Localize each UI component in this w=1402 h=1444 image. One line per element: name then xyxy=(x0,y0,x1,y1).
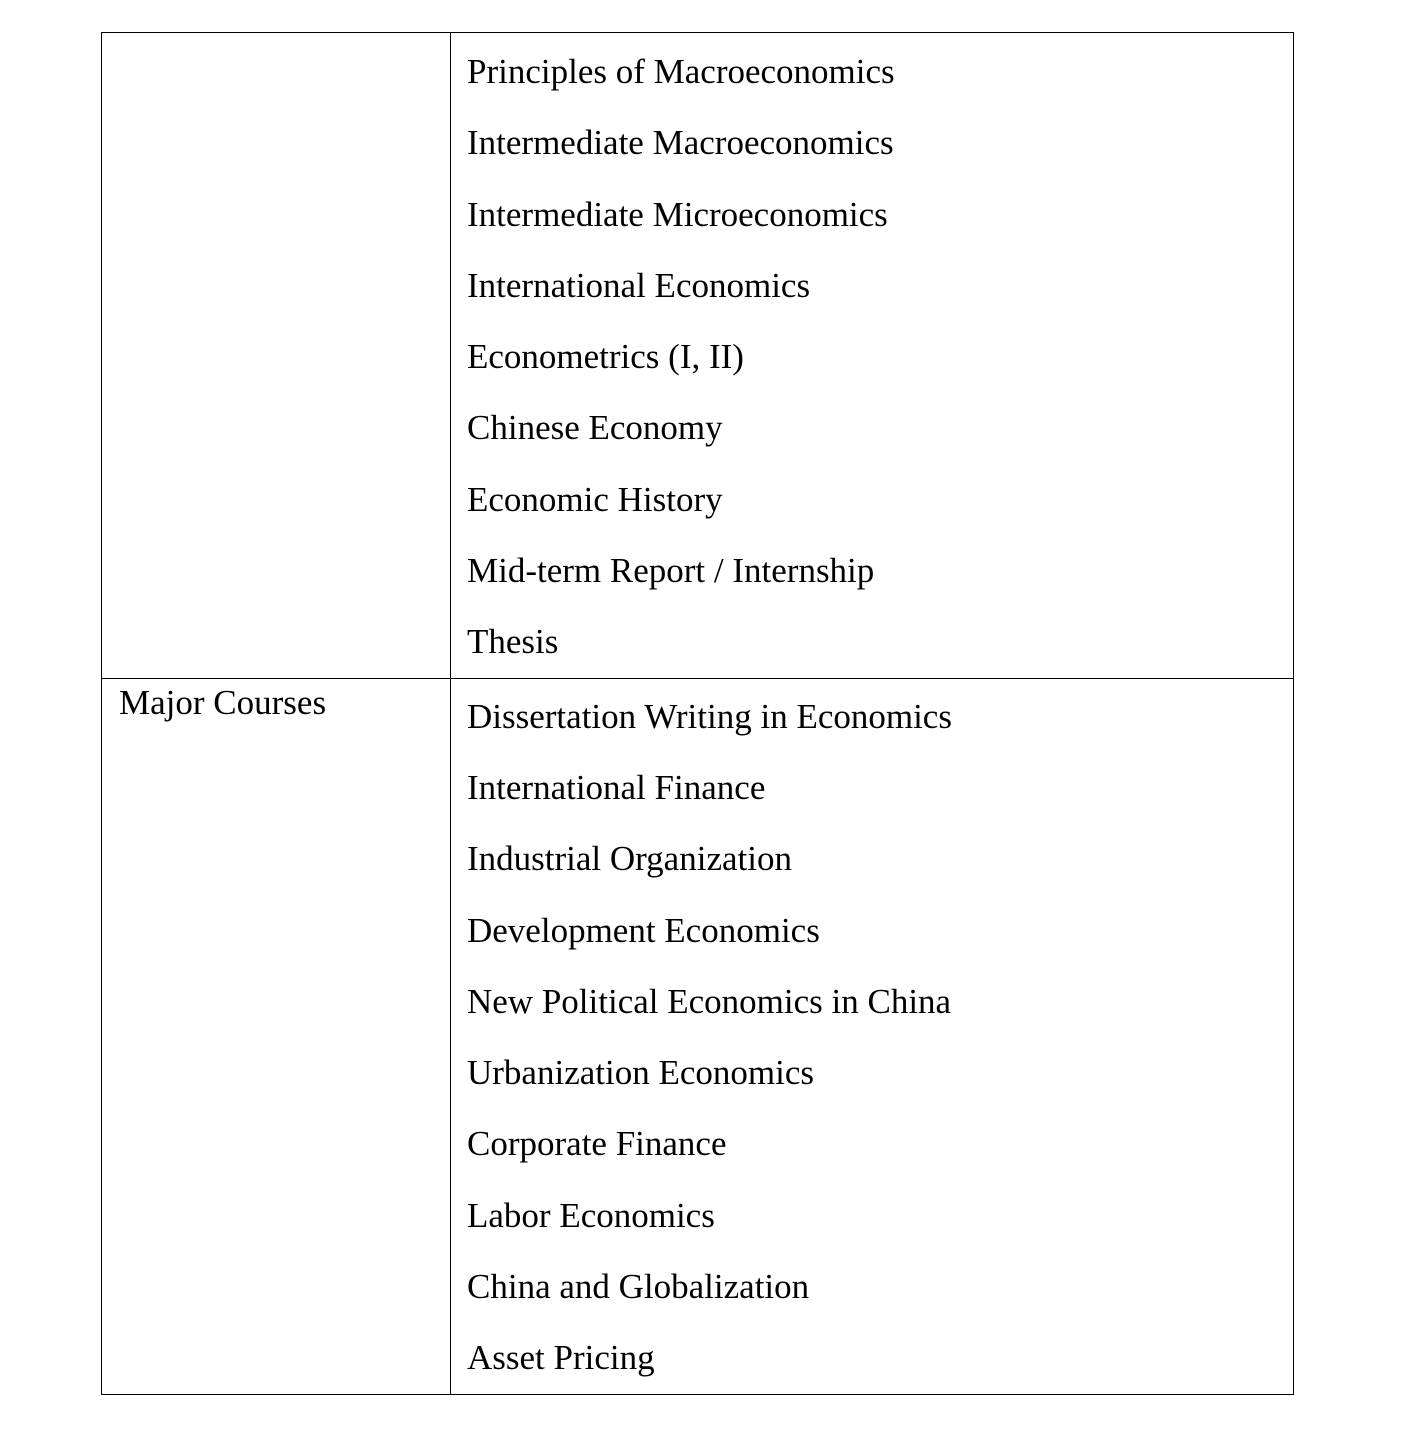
course-item: New Political Economics in China xyxy=(467,981,952,1021)
category-label: Major Courses xyxy=(119,682,327,722)
table-row xyxy=(102,33,1294,679)
course-list-cell xyxy=(451,33,1294,679)
course-item: Urbanization Economics xyxy=(467,1053,814,1093)
course-item: International Economics xyxy=(467,265,811,305)
course-item: Dissertation Writing in Economics xyxy=(467,696,952,736)
course-item: Mid-term Report / Internship xyxy=(467,551,875,591)
course-list xyxy=(451,679,1293,1394)
course-item: Econometrics (I, II) xyxy=(467,337,744,377)
course-item: Intermediate Macroeconomics xyxy=(467,123,894,163)
course-list-cell xyxy=(451,678,1294,1394)
category-label xyxy=(102,33,450,36)
course-table xyxy=(101,32,1294,1395)
course-item: Development Economics xyxy=(467,910,820,950)
course-item: China and Globalization xyxy=(467,1267,810,1307)
course-item: Labor Economics xyxy=(467,1195,715,1235)
category-cell xyxy=(102,33,451,679)
course-item: Principles of Macroeconomics xyxy=(467,52,895,91)
course-item: Thesis xyxy=(467,622,559,662)
course-item: Chinese Economy xyxy=(467,408,723,448)
course-item: Asset Pricing xyxy=(467,1338,655,1378)
course-item: Industrial Organization xyxy=(467,839,792,879)
course-item: Intermediate Microeconomics xyxy=(467,194,888,234)
table-row xyxy=(102,678,1294,1394)
course-item: Economic History xyxy=(467,479,723,519)
course-item: Corporate Finance xyxy=(467,1124,727,1164)
category-cell xyxy=(102,678,451,1394)
course-list xyxy=(451,33,1293,678)
course-item: International Finance xyxy=(467,767,766,807)
